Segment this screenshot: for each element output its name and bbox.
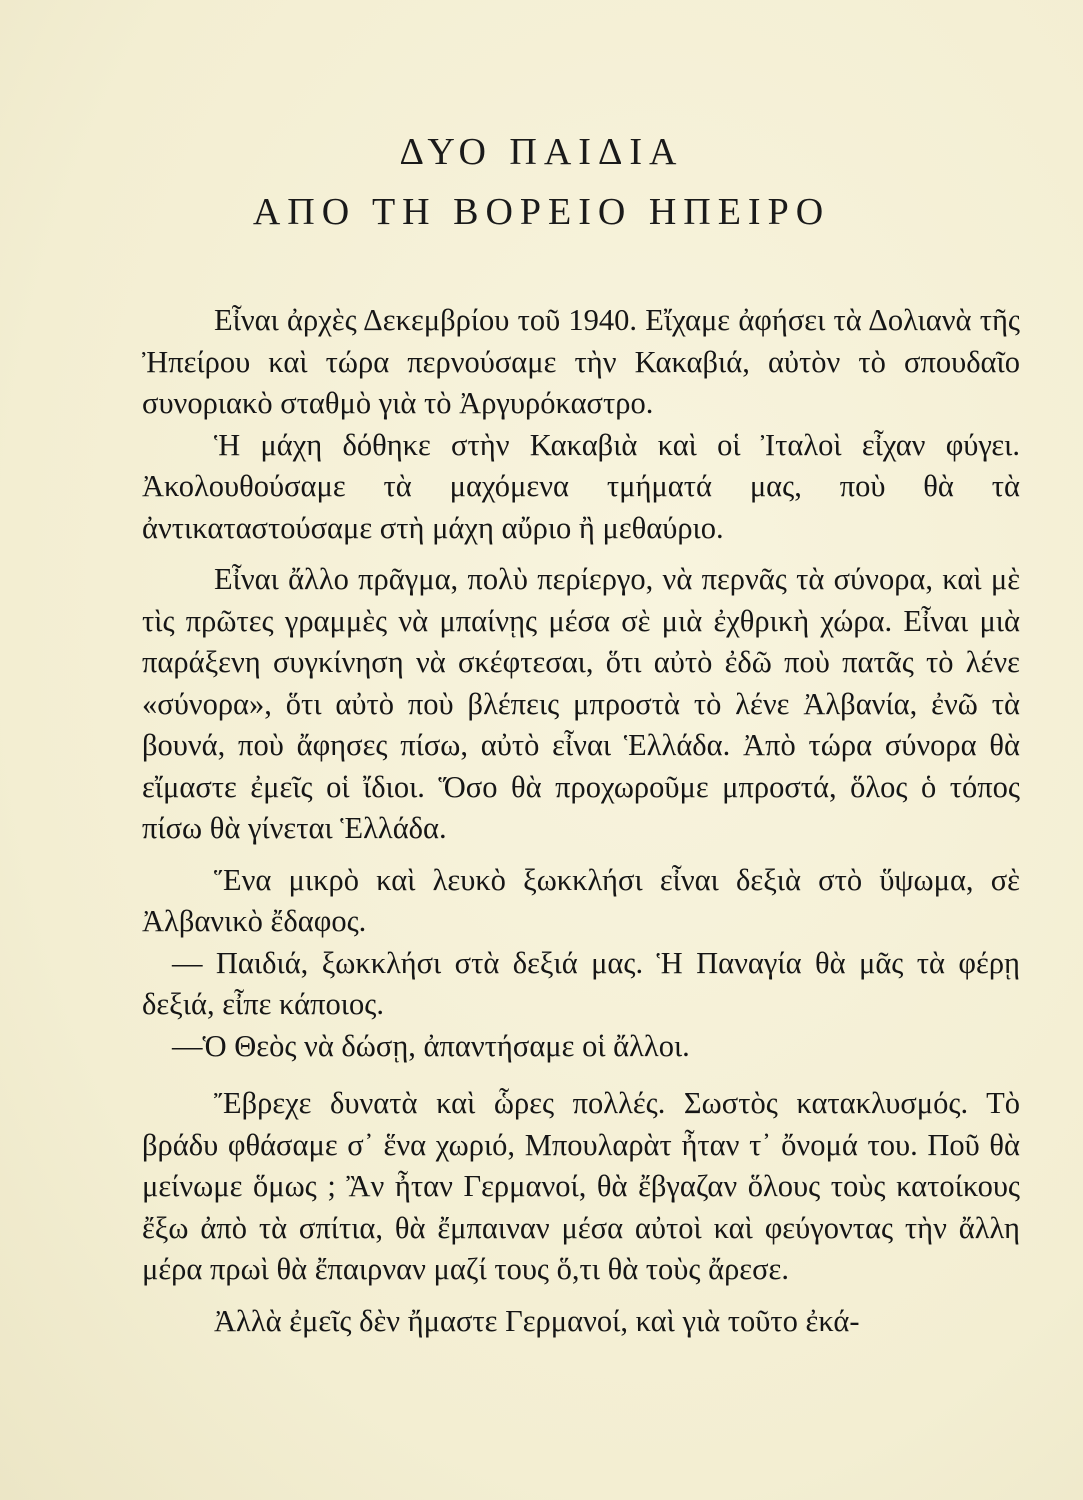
paragraph-8: Ἀλλὰ ἐμεῖς δὲν ἤμαστε Γερμανοί, καὶ γιὰ τοῦτο ἐκά-: [214, 1303, 860, 1338]
paragraph-2: Ἡ μάχη δόθηκε στὴν Κακαβιὰ καὶ οἱ Ἰταλοὶ εἶχαν φύγει. Ἀκολουθούσαμε τὰ μαχόμενα τμήματά μας, ποὺ θὰ τὰ ἀντικαταστούσαμε στὴ μάχη αὔριο ἢ μεθαύριο.: [142, 427, 1020, 545]
paragraph-5: — Παιδιά, ξωκκλήσι στὰ δεξιά μας. Ἡ Παναγία θὰ μᾶς τὰ φέρῃ δεξιά, εἶπε κάποιος.: [142, 945, 1020, 1021]
paragraph-4: Ἕνα μικρὸ καὶ λευκὸ ξωκκλήσι εἶναι δεξιὰ στὸ ὕψωμα, σὲ Ἀλβανικὸ ἔδαφος.: [142, 862, 1020, 938]
chapter-title-line-2: ΑΠΟ ΤΗ ΒΟΡΕΙΟ ΗΠΕΙΡΟ: [252, 191, 831, 233]
paragraph-3: Εἶναι ἄλλο πρᾶγμα, πολὺ περίεργο, νὰ περνᾶς τὰ σύνορα, καὶ μὲ τὶς πρῶτες γραμμὲς νὰ μπαίνῃς μέσα σὲ μιὰ ἐχθρικὴ χώρα. Εἶναι μιὰ παράξενη συγκίνηση νὰ σκέφτεσαι, ὅτι αὐτὸ ἐδῶ ποὺ πατᾶς τὸ λένε «σύνορα», ὅτι αὐτὸ ποὺ βλέπεις μπροστὰ τὸ λένε Ἀλβανία, ἐνῶ τὰ βουνά, ποὺ ἄφησες πίσω, αὐτὸ εἶναι Ἑλλάδα. Ἀπὸ τώρα σύνορα θὰ εἴμαστε ἐμεῖς οἱ ἴδιοι. Ὅσο θὰ προχωροῦμε μπροστά, ὅλος ὁ τόπος πίσω θὰ γίνεται Ἑλλάδα.: [142, 562, 1020, 845]
paragraph-6: —Ὁ Θεὸς νὰ δώσῃ, ἀπαντήσαμε οἱ ἄλλοι.: [172, 1028, 690, 1063]
paragraph-7: Ἔβρεχε δυνατὰ καὶ ὧρες πολλές. Σωστὸς κατακλυσμός. Τὸ βράδυ φθάσαμε σ᾽ ἕνα χωριό, Μπουλαρὰτ ἦταν τ᾽ ὄνομά του. Ποῦ θὰ μείνωμε ὅμως ; Ἂν ἦταν Γερμανοί, θὰ ἔβγαζαν ὅλους τοὺς κατοίκους ἔξω ἀπὸ τὰ σπίτια, θὰ ἔμπαιναν μέσα αὐτοὶ καὶ φεύγοντας τὴν ἄλλη μέρα πρωὶ θὰ ἔπαιρναν μαζί τους ὅ,τι θὰ τοὺς ἄρεσε.: [142, 1086, 1020, 1286]
paragraph-1: Εἶναι ἀρχὲς Δεκεμβρίου τοῦ 1940. Εἴχαμε ἀφήσει τὰ Δολιανὰ τῆς Ἠπείρου καὶ τώρα περνούσαμε τὴν Κακαβιά, αὐτὸν τὸ σπουδαῖο συνοριακὸ σταθμὸ γιὰ τὸ Ἀργυρόκαστρο.: [142, 303, 1020, 420]
chapter-title-line-1: ΔΥΟ ΠΑΙΔΙΑ: [399, 131, 684, 173]
body-text: [142, 300, 1020, 1342]
